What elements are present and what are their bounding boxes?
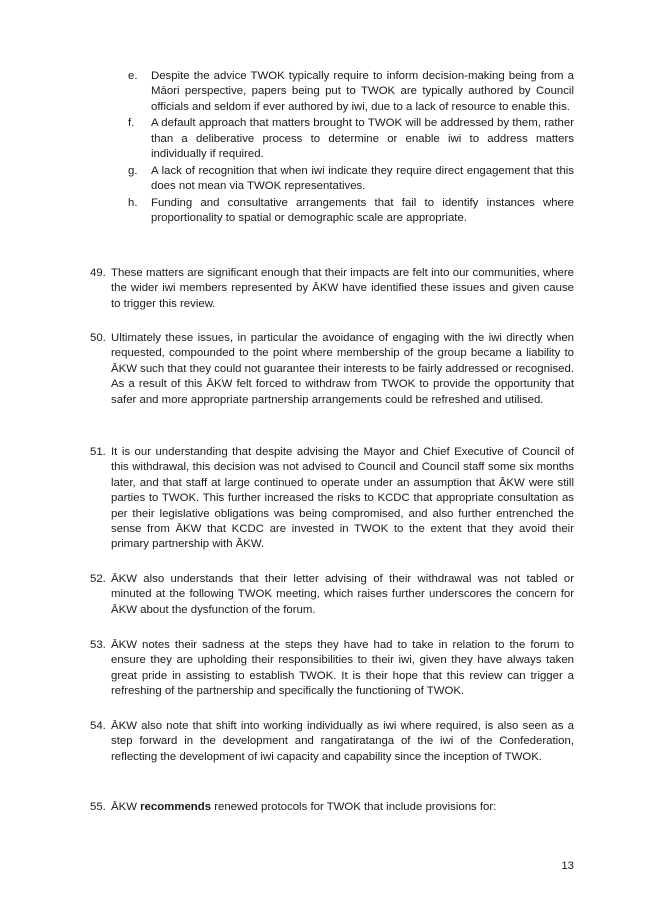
paragraph-number: 51. — [90, 446, 106, 458]
paragraph-text-tail: renewed protocols for TWOK that include provisions for: — [211, 801, 497, 813]
paragraph-text: ĀKW also note that shift into working individually as iwi where required, is also seen as a step forward in the development and rangatiratanga of the iwi of the Confederation, reflecting the development of iwi capacity and capability since the inception of TWOK. — [111, 720, 574, 763]
list-item-text: A default approach that matters brought to TWOK will be addressed by them, rather than a deliberative process to determine or enable iwi to address matters individually if required. — [151, 117, 574, 161]
paragraph-52 — [90, 572, 574, 618]
paragraph-49 — [90, 266, 574, 312]
paragraph-50 — [90, 331, 574, 408]
paragraph-text-lead: ĀKW — [111, 801, 141, 813]
list-item-g — [128, 164, 574, 195]
paragraph-text — [111, 801, 496, 813]
paragraph-53 — [90, 638, 574, 700]
list-marker: g. — [128, 164, 138, 177]
list-marker: f. — [128, 117, 135, 130]
page-number: 13 — [561, 860, 574, 872]
paragraph-text: ĀKW also understands that their letter advising of their withdrawal was not tabled or minuted at the following TWOK meeting, which raises further underscores the concern for ĀKW about the dysfunction of the forum. — [111, 573, 574, 616]
list-marker: e. — [128, 70, 138, 82]
list-marker: h. — [128, 196, 138, 209]
paragraph-number: 54. — [90, 720, 106, 732]
paragraph-54 — [90, 719, 574, 765]
paragraph-text: These matters are significant enough that their impacts are felt into our communities, where the wider iwi members represented by ĀKW have identified these issues and given cause to trigger this review. — [111, 267, 574, 310]
paragraph-number: 55. — [90, 801, 106, 813]
list-item-f — [128, 116, 574, 162]
paragraph-text: ĀKW notes their sadness at the steps they have had to take in relation to the forum to ensure they are upholding their responsibilities to their iwi, given they have always taken great pride in assisting to establish TWOK. It is their hope that this review can trigger a refreshing of the partnership and specifically the functioning of TWOK. — [111, 639, 574, 698]
list-item-text: Despite the advice TWOK typically require to inform decision-making being from a Māori perspective, papers being put to TWOK are typically authored by Council officials and seldom if ever authored by iwi, due to a lack of resource to enable this. — [151, 70, 574, 113]
paragraph-51 — [90, 445, 574, 553]
paragraph-number: 50. — [90, 332, 106, 344]
paragraph-text: Ultimately these issues, in particular the avoidance of engaging with the iwi directly when requested, compounded to the point where membership of the group became a liability to ĀKW such that they could not guarantee their interests to be fairly addressed or recognised. As a result of this ĀKW felt forced to withdraw from TWOK to provide the opportunity that safer and more appropriate partnership arrangements could be refreshed and utilised. — [111, 332, 574, 406]
list-item-text: A lack of recognition that when iwi indicate they require direct engagement that this does not mean via TWOK representatives. — [151, 164, 574, 193]
paragraph-number: 49. — [90, 267, 106, 279]
list-item-e — [128, 69, 574, 115]
paragraph-number: 52. — [90, 573, 106, 585]
paragraph-number: 53. — [90, 639, 106, 651]
recommends-emphasis: recommends — [140, 801, 212, 813]
paragraph-text: It is our understanding that despite advising the Mayor and Chief Executive of Council of this withdrawal, this decision was not advised to Council and Council staff some six months later, and that staff at large continued to operate under an assumption that ĀKW were still parties to TWOK. This further increased the risks to KCDC that appropriate consultation as per their legislative obligations was being compromised, and also further entrenched the sense from ĀKW that KCDC are invested in TWOK to the extent that they avoid their primary partnership with ĀKW. — [111, 446, 574, 551]
list-item-h — [128, 196, 574, 227]
sub-item-list — [128, 69, 574, 227]
list-item-text: Funding and consultative arrangements that fail to identify instances where proportionality to spatial or demographic scale are appropriate. — [151, 196, 574, 224]
paragraph-55 — [90, 800, 574, 815]
